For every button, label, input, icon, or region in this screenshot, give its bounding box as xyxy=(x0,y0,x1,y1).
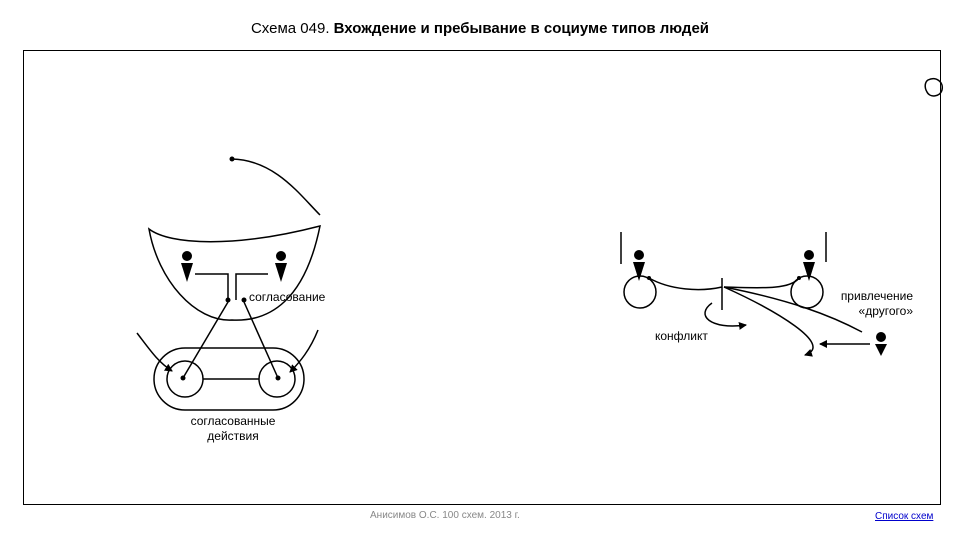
conflict-hook xyxy=(705,303,746,326)
entry-curve xyxy=(232,159,320,215)
person-body xyxy=(181,263,193,282)
agreed-actions-line1: согласованные xyxy=(190,414,276,428)
arc-left-to-center xyxy=(649,278,722,290)
person-body xyxy=(803,262,815,281)
person-body xyxy=(875,344,887,356)
person-body xyxy=(633,262,645,281)
scheme-list-link[interactable]: Список схем xyxy=(875,511,934,522)
attraction-line2: «другого» xyxy=(858,304,913,318)
self-loop-left xyxy=(624,276,656,308)
attraction-label xyxy=(815,289,913,319)
side-arc-left xyxy=(137,333,172,371)
agreed-actions-line2: действия xyxy=(207,429,259,443)
author-credit: Анисимов О.С. 100 схем. 2013 г. xyxy=(370,510,520,521)
person-head xyxy=(276,251,286,261)
person-head xyxy=(182,251,192,261)
person-body xyxy=(275,263,287,282)
scheme-number: Схема 049. xyxy=(250,20,330,37)
agreed-actions-label xyxy=(183,414,283,444)
person-head xyxy=(634,250,644,260)
corner-small-circle xyxy=(925,79,942,96)
person-head xyxy=(876,332,886,342)
scheme-title: Вхождение и пребывание в социуме типов людей xyxy=(333,20,710,37)
attraction-line1: привлечение xyxy=(840,289,913,303)
person-head xyxy=(804,250,814,260)
arc-right-to-center xyxy=(724,278,799,288)
agreement-label: согласование xyxy=(249,290,326,304)
conflict-label: конфликт xyxy=(655,329,708,343)
side-arc-right xyxy=(290,330,318,372)
cross-line xyxy=(183,302,228,378)
bowl xyxy=(149,226,320,320)
cross-line xyxy=(244,302,278,378)
agreement-point xyxy=(226,298,231,303)
agreement-point xyxy=(242,298,247,303)
